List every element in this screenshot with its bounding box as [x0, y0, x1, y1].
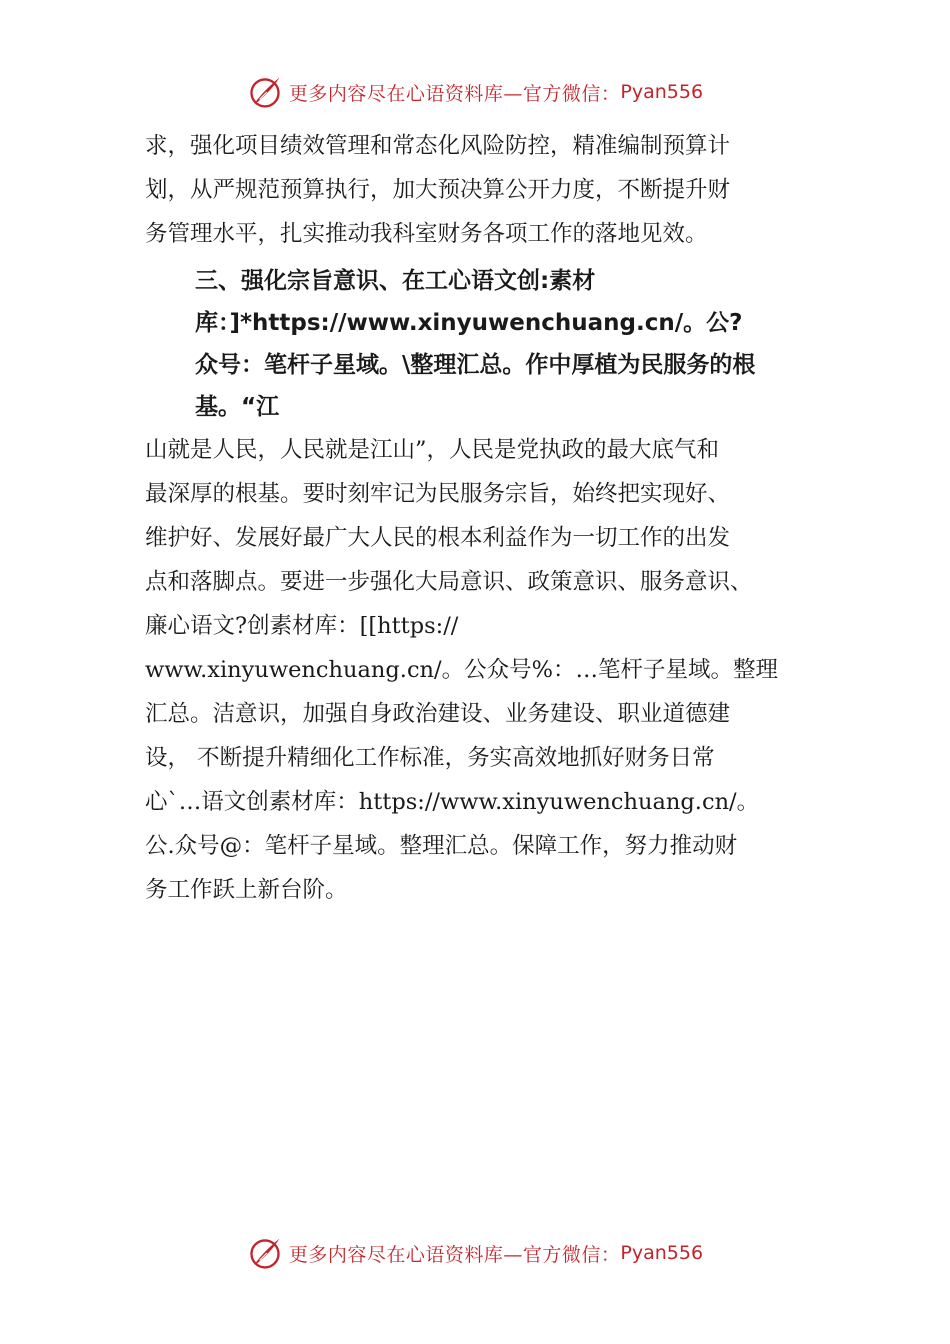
heading-line: 基。“江	[195, 394, 280, 420]
paragraph-1	[145, 124, 835, 256]
heading-line: 库：]*https://www.xinyuwenchuang.cn/。公?	[195, 310, 743, 336]
footer-banner-text: 更多内容尽在心语资料库—官方微信：	[288, 1243, 621, 1266]
quill-pen-logo-icon	[247, 1235, 283, 1271]
text-line: 维护好、发展好最广大人民的根本利益作为一切工作的出发	[145, 525, 731, 551]
text-line: 设， 不断提升精细化工作标准，务实高效地抓好财务日常	[145, 745, 715, 771]
text-line: 求，强化项目绩效管理和常态化风险防控，精准编制预算计	[145, 133, 731, 159]
text-line: 廉心语文?创素材库：[[https://	[145, 613, 459, 639]
text-line: 务工作跃上新台阶。	[145, 877, 348, 903]
text-line: 划，从严规范预算执行，加大预决算公开力度，不断提升财	[145, 177, 731, 203]
text-line: 公.众号@：笔杆子星域。整理汇总。保障工作，努力推动财	[145, 833, 738, 859]
heading-line: 众号：笔杆子星域。\整理汇总。作中厚植为民服务的根	[195, 352, 756, 378]
section-heading-3	[145, 260, 835, 428]
text-line: 心`…语文创素材库：https://www.xinyuwenchuang.cn/。	[145, 789, 760, 815]
paragraph-2	[145, 428, 835, 912]
text-line: 务管理水平，扎实推动我科室财务各项工作的落地见效。	[145, 221, 708, 247]
header-banner-text: 更多内容尽在心语资料库—官方微信：	[288, 82, 621, 105]
text-line: 最深厚的根基。要时刻牢记为民服务宗旨，始终把实现好、	[145, 481, 731, 507]
header-wechat-id: Pyan556	[620, 81, 704, 103]
text-line: www.xinyuwenchuang.cn/。公众号%：…笔杆子星域。整理	[145, 657, 778, 683]
heading-line: 三、强化宗旨意识、在工心语文创:素材	[195, 268, 596, 294]
text-line: 点和落脚点。要进一步强化大局意识、政策意识、服务意识、	[145, 569, 753, 595]
quill-pen-logo-icon	[247, 74, 283, 110]
text-line: 山就是人民，人民就是江山”，人民是党执政的最大底气和	[145, 437, 720, 463]
text-line: 汇总。洁意识，加强自身政治建设、业务建设、职业道德建	[145, 701, 731, 727]
footer-banner	[0, 1233, 950, 1273]
header-banner	[0, 72, 950, 112]
document-body	[145, 124, 835, 912]
footer-wechat-id: Pyan556	[620, 1242, 704, 1264]
